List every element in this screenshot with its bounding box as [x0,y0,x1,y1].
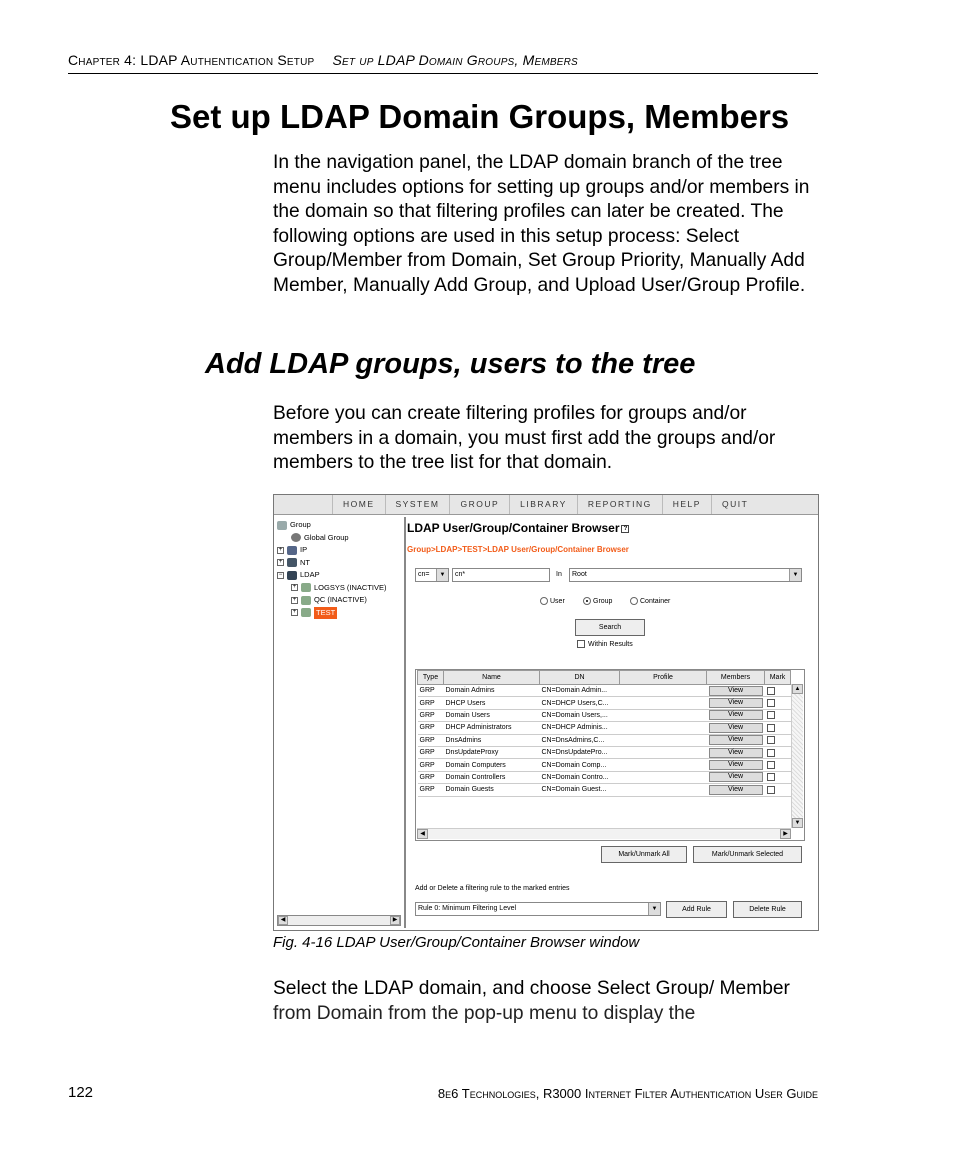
cell-type: GRP [418,697,444,709]
col-name[interactable]: Name [444,671,540,685]
browser-window-figure [273,494,819,931]
checkbox-icon [577,640,585,648]
view-button[interactable]: View [709,723,763,733]
tree-label: IP [300,545,308,554]
col-dn[interactable]: DN [540,671,620,685]
table-horizontal-scrollbar[interactable] [417,828,791,839]
scroll-left-icon[interactable]: ◀ [417,829,428,839]
table-row [418,734,791,746]
breadcrumb: Group>LDAP>TEST>LDAP User/Group/Container Browser [407,545,629,554]
cell-mark [765,784,791,796]
cell-type: GRP [418,759,444,771]
view-button[interactable]: View [709,785,763,795]
cell-type: GRP [418,709,444,721]
cell-name: DHCP Administrators [444,722,540,734]
mark-checkbox[interactable] [767,773,775,781]
mark-checkbox[interactable] [767,749,775,757]
cell-dn: CN=DHCP Adminis... [540,722,620,734]
cell-members [707,722,765,734]
cell-dn: CN=Domain Contro... [540,771,620,783]
cell-members [707,734,765,746]
tree-label: Global Group [304,532,349,542]
mark-unmark-all-button[interactable]: Mark/Unmark All [601,846,687,863]
view-button[interactable]: View [709,748,763,758]
chapter-label: Chapter 4: LDAP Authentication Setup [68,52,315,68]
group-icon [277,521,287,530]
cell-dn: CN=DnsAdmins,C... [540,734,620,746]
rule-select-value: Rule 0: Minimum Filtering Level [418,905,517,912]
radio-group-label: Group [593,597,613,605]
delete-rule-button[interactable]: Delete Rule [733,901,802,918]
tree-label: LOGSYS (INACTIVE) [314,582,387,592]
cell-dn: CN=Domain Comp... [540,759,620,771]
table-row [418,697,791,709]
tree-item-ldap[interactable] [277,569,387,582]
top-menu-bar [274,495,818,515]
search-base-select[interactable] [569,568,802,582]
nav-tree [277,519,387,619]
menu-system[interactable]: SYSTEM [385,495,450,514]
cell-members [707,771,765,783]
results-table [415,669,805,841]
radio-container-label: Container [640,597,671,605]
intro-paragraph: In the navigation panel, the LDAP domain branch of the tree menu includes options for setting up groups and/or members in the domain so that filtering profiles can later be created. The following options are used in this setup process: Select Group/Member from Domain, Set Group Priority, Manually Add Member, Manually Add Group, and Upload User/Group Profile. [273,152,810,296]
cell-type: GRP [418,746,444,758]
cell-dn: CN=DnsUpdatePro... [540,746,620,758]
table-vertical-scrollbar[interactable] [791,684,803,828]
cell-members [707,759,765,771]
mark-checkbox[interactable] [767,724,775,732]
header-rule [68,73,818,74]
tree-label: NT [300,557,310,567]
cell-name: Domain Computers [444,759,540,771]
radio-group[interactable] [583,597,612,605]
mark-checkbox[interactable] [767,736,775,744]
instruction-text: Select the LDAP domain, and choose Select Group/ Member [273,978,790,999]
rule-select[interactable] [415,902,661,916]
rule-instruction: Add or Delete a filtering rule to the marked entries [415,885,570,892]
help-icon[interactable]: ? [621,525,629,533]
cell-name: Domain Controllers [444,771,540,783]
tree-root[interactable] [277,519,387,532]
navigation-panel [275,517,406,928]
cell-name: Domain Guests [444,784,540,796]
search-base-value: Root [572,571,587,578]
cell-profile [620,697,707,709]
tree-root-label: Group [290,520,311,529]
radio-user[interactable] [540,597,565,605]
browser-title-text: LDAP User/Group/Container Browser [407,521,620,535]
cell-members [707,697,765,709]
cell-members [707,746,765,758]
table-row [418,759,791,771]
add-rule-button[interactable]: Add Rule [666,901,727,918]
tree-item-global[interactable] [277,532,387,545]
instruction-text-continued: from Domain from the pop-up menu to display the [273,1002,696,1024]
chevron-down-icon: ▼ [648,903,660,915]
col-mark[interactable]: Mark [765,671,791,685]
mark-checkbox[interactable] [767,711,775,719]
domain-icon [301,608,311,617]
section-label: Set up LDAP Domain Groups, Members [332,52,578,68]
cell-type: GRP [418,771,444,783]
globe-icon [291,533,301,542]
attribute-select[interactable] [415,568,449,582]
cell-mark [765,734,791,746]
cell-mark [765,722,791,734]
cell-profile [620,685,707,697]
mark-checkbox[interactable] [767,761,775,769]
page-number: 122 [68,1084,94,1101]
tree-label: LDAP [300,570,320,579]
view-button[interactable]: View [709,710,763,720]
cell-mark [765,759,791,771]
page-title: Set up LDAP Domain Groups, Members [170,98,790,135]
cell-profile [620,709,707,721]
table-row [418,771,791,783]
body-paragraph: Before you can create filtering profiles for groups and/or members in a domain, you must first add the groups and/or members to the tree list for that domain. [273,403,776,474]
table-row [418,746,791,758]
cell-type: GRP [418,734,444,746]
mark-checkbox[interactable] [767,786,775,794]
within-results-checkbox[interactable] [577,640,633,648]
cell-profile [620,759,707,771]
cell-profile [620,784,707,796]
running-header [68,52,578,68]
cell-profile [620,771,707,783]
figure-caption: Fig. 4-16 LDAP User/Group/Container Browser window [273,934,640,951]
cell-profile [620,734,707,746]
collapse-icon[interactable]: − [278,571,283,578]
mark-unmark-selected-button[interactable]: Mark/Unmark Selected [693,846,802,863]
book-title: 8e6 Technologies, R3000 Internet Filter Authentication User Guide [437,1086,818,1101]
col-profile[interactable]: Profile [620,671,707,685]
chevron-down-icon: ▼ [436,569,448,581]
instruction-paragraph [273,977,823,1026]
cell-name: Domain Admins [444,685,540,697]
expand-icon[interactable]: + [292,596,297,603]
table-row [418,709,791,721]
cell-dn: CN=Domain Guest... [540,784,620,796]
scroll-right-icon[interactable]: ▶ [390,916,400,925]
section-heading: Add LDAP groups, users to the tree [205,348,696,380]
within-results-label: Within Results [588,640,633,648]
scroll-up-icon[interactable]: ▲ [792,684,803,694]
tree-label-selected: TEST [314,607,337,620]
domain-icon [301,583,311,592]
cell-name: DnsAdmins [444,734,540,746]
cell-name: DHCP Users [444,697,540,709]
radio-selected-icon [583,597,591,605]
menu-group[interactable]: GROUP [449,495,509,514]
cell-dn: CN=Domain Users,... [540,709,620,721]
table-row [418,722,791,734]
view-button[interactable]: View [709,698,763,708]
cell-members [707,784,765,796]
menu-quit[interactable]: QUIT [711,495,758,514]
view-button[interactable]: View [709,772,763,782]
cell-name: Domain Users [444,709,540,721]
view-button[interactable]: View [709,735,763,745]
tree-item-nt[interactable] [277,557,387,570]
scroll-right-icon[interactable]: ▶ [780,829,791,839]
cell-name: DnsUpdateProxy [444,746,540,758]
col-members[interactable]: Members [707,671,765,685]
radio-icon [630,597,638,605]
tree-item-ip[interactable] [277,544,387,557]
cell-profile [620,722,707,734]
domain-icon [301,596,311,605]
expand-icon[interactable]: + [278,559,283,566]
cell-dn: CN=DHCP Users,C... [540,697,620,709]
search-input[interactable]: cn* [452,568,550,582]
in-label: In [556,571,562,578]
menu-reporting[interactable]: REPORTING [577,495,662,514]
cell-mark [765,771,791,783]
menu-home[interactable]: HOME [332,495,385,514]
mark-checkbox[interactable] [767,699,775,707]
tree-label: QC (INACTIVE) [314,595,367,604]
cell-dn: CN=Domain Admin... [540,685,620,697]
cell-mark [765,709,791,721]
col-type[interactable]: Type [418,671,444,685]
cell-mark [765,746,791,758]
scroll-left-icon[interactable]: ◀ [278,916,288,925]
search-button[interactable]: Search [575,619,645,636]
cell-type: GRP [418,722,444,734]
tree-item-logsys[interactable] [277,582,387,595]
table-row [418,685,791,697]
cell-mark [765,697,791,709]
nav-horizontal-scrollbar[interactable] [277,915,401,926]
attribute-select-value: cn= [418,571,430,578]
scroll-down-icon[interactable]: ▼ [792,818,803,828]
radio-user-label: User [550,597,565,605]
cell-members [707,685,765,697]
view-button[interactable]: View [709,760,763,770]
chevron-down-icon: ▼ [789,569,801,581]
mark-checkbox[interactable] [767,687,775,695]
cell-mark [765,685,791,697]
browser-title [407,521,629,535]
expand-icon[interactable]: + [292,609,297,616]
tree-item-qc[interactable] [277,594,387,607]
expand-icon[interactable]: + [278,546,283,553]
radio-container[interactable] [630,597,670,605]
table-header-row [418,671,791,685]
network-icon [287,558,297,567]
menu-help[interactable]: HELP [662,495,711,514]
expand-icon[interactable]: + [292,584,297,591]
cell-profile [620,746,707,758]
tree-item-test[interactable] [277,607,387,620]
network-icon [287,546,297,555]
table-row [418,784,791,796]
radio-icon [540,597,548,605]
cell-type: GRP [418,784,444,796]
network-icon [287,571,297,580]
view-button[interactable]: View [709,686,763,696]
menu-library[interactable]: LIBRARY [509,495,577,514]
cell-type: GRP [418,685,444,697]
cell-members [707,709,765,721]
